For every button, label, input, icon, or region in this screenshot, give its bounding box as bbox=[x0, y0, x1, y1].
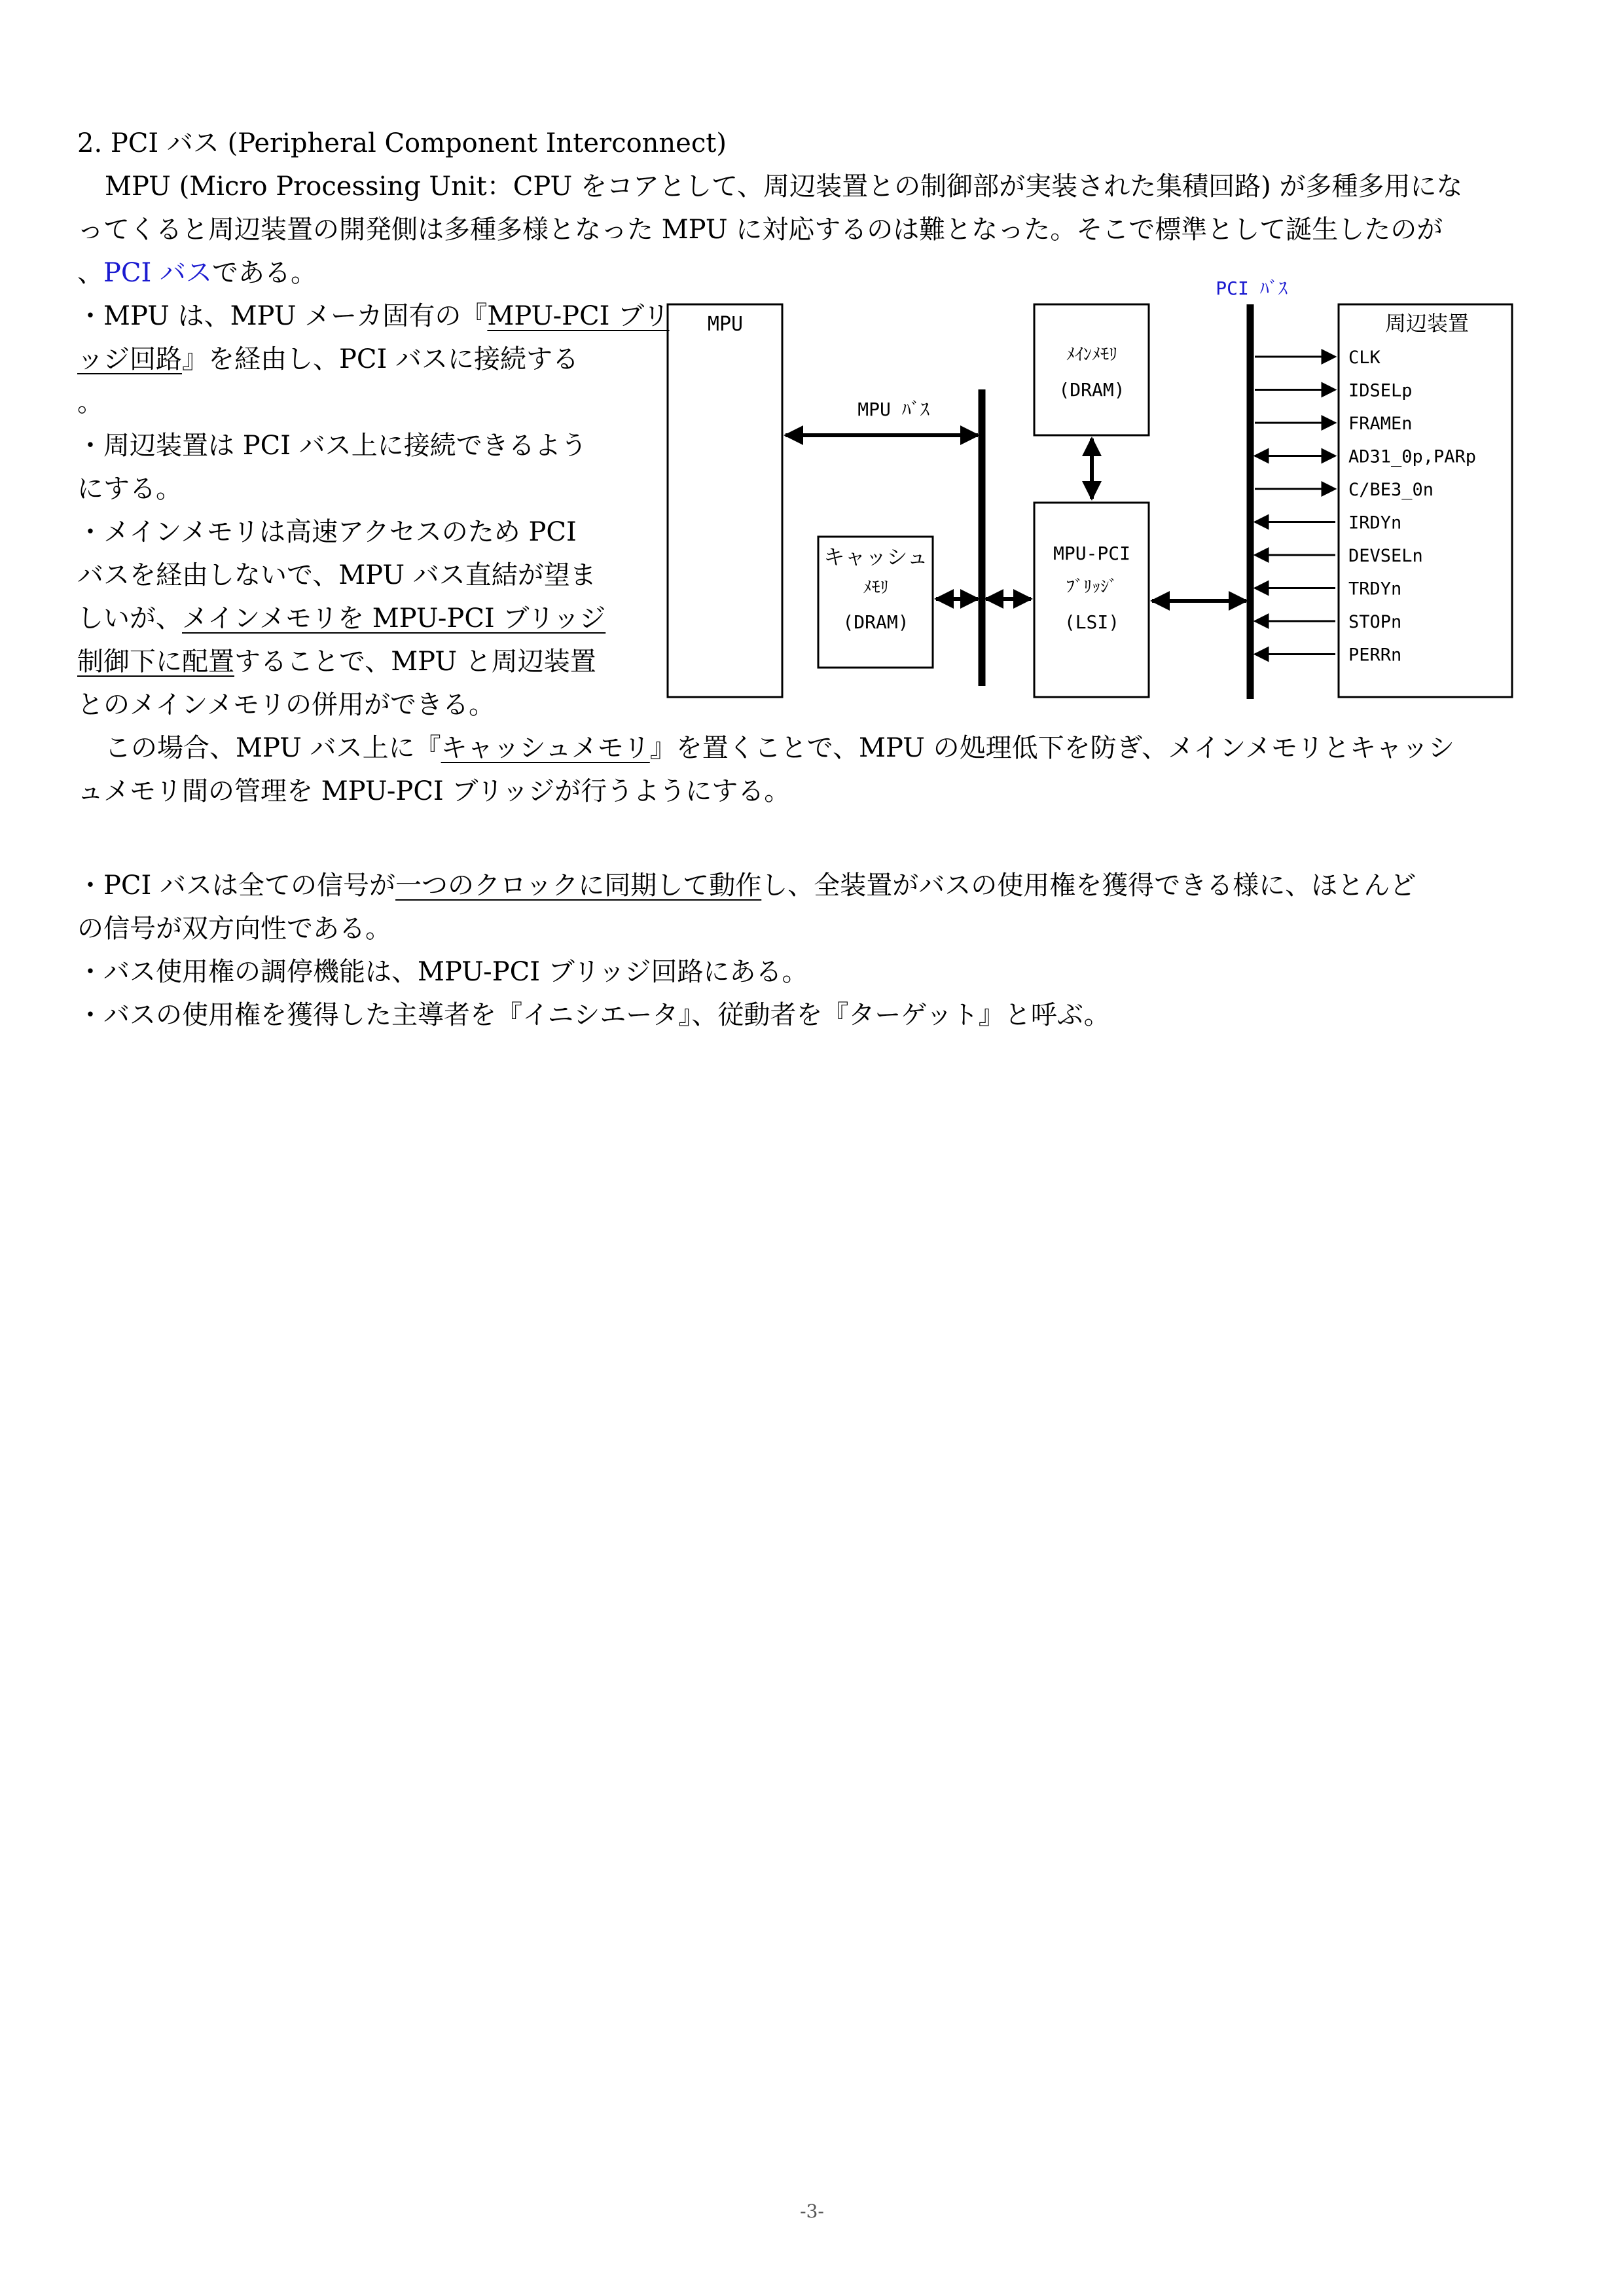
intro-line-3-prefix: 、 bbox=[77, 258, 103, 288]
signal-list bbox=[1255, 348, 1476, 666]
signal-label-devseln: DEVSELn bbox=[1348, 546, 1423, 566]
mpu-box bbox=[668, 304, 782, 697]
signal-label-ad31-0p-parp: AD31_0p,PARp bbox=[1348, 446, 1477, 467]
signal-label-c-be3-0n: C/BE3_0n bbox=[1348, 480, 1434, 500]
bullet-clock-line-1 bbox=[77, 864, 1416, 907]
pci-bus-link: PCI バス bbox=[103, 258, 213, 288]
paragraph2-text-b: 』を置くことで、MPU の処理低下を防ぎ、メインメモリとキャッシ bbox=[649, 733, 1454, 763]
bullet-mpu-text-b: 』を経由し、PCI バスに接続する bbox=[182, 344, 579, 374]
bullet-arbitration: ・バス使用権の調停機能は、MPU-PCI ブリッジ回路にある。 bbox=[77, 957, 808, 987]
bullet-mpu-underline: MPU-PCI ブリ bbox=[487, 301, 670, 331]
bullet-mpu-text-a: ・MPU は、MPU メーカ固有の『 bbox=[77, 301, 488, 331]
bullet-clock-underline: 一つのクロックに同期して動作 bbox=[395, 870, 762, 901]
signal-label-clk: CLK bbox=[1348, 348, 1380, 368]
paragraph2-text-a: この場合、MPU バス上に『 bbox=[105, 733, 441, 763]
main-memory-label-2: (DRAM) bbox=[1058, 379, 1125, 401]
signal-label-irdyn: IRDYn bbox=[1348, 512, 1402, 533]
intro-line-1: MPU (Micro Processing Unit：CPU をコアとして、周辺装置との制御部が実装された集積回路) が多種多用にな bbox=[105, 171, 1463, 202]
intro-line-2: ってくると周辺装置の開発側は多種多様となった MPU に対応するのは難となった。そこで標準として誕生したのが bbox=[77, 215, 1443, 245]
main-memory-label-1: ﾒｲﾝﾒﾓﾘ bbox=[1066, 345, 1118, 365]
mpu-pci-bridge-box bbox=[1034, 503, 1149, 697]
signal-label-framen: FRAMEn bbox=[1348, 414, 1413, 434]
paragraph2-line-2: ュメモリ間の管理を MPU-PCI ブリッジが行うようにする。 bbox=[77, 776, 791, 806]
cache-label-1: キャッシュ bbox=[823, 545, 928, 569]
mpu-bus-label: MPU ﾊﾞｽ bbox=[857, 399, 929, 420]
bridge-label-2: ﾌﾞﾘｯｼﾞ bbox=[1066, 577, 1118, 597]
cache-label-2: ﾒﾓﾘ bbox=[863, 578, 889, 598]
intro-line-3-suffix: である。 bbox=[212, 258, 317, 288]
bullet-memory-underline: メインメモリを MPU-PCI ブリッジ bbox=[182, 603, 606, 634]
bridge-label-1: MPU-PCI bbox=[1053, 543, 1131, 564]
pci-bus-diagram bbox=[0, 0, 1624, 753]
bullet-memory-line-1: ・メインメモリは高速アクセスのため PCI bbox=[77, 517, 577, 547]
bullet-memory-text-d: することで、MPU と周辺装置 bbox=[234, 647, 596, 677]
section-heading: 2. PCI バス (Peripheral Component Interconnect) bbox=[77, 128, 727, 158]
bullet-peripheral-line-2: にする。 bbox=[77, 474, 182, 504]
pci-bus-label: PCI ﾊﾞｽ bbox=[1216, 278, 1288, 299]
bullet-clock-text-b: し、全装置がバスの使用権を獲得できる様に、ほとんど bbox=[761, 870, 1416, 901]
bullet-mpu-line-3: 。 bbox=[77, 387, 103, 418]
bridge-label-3: (LSI) bbox=[1064, 611, 1120, 633]
page-number: -3- bbox=[800, 2200, 824, 2222]
bullet-memory-underline-2: 制御下に配置 bbox=[77, 647, 234, 677]
signal-label-idselp: IDSELp bbox=[1348, 380, 1413, 401]
signal-label-stopn: STOPn bbox=[1348, 612, 1402, 632]
signal-label-perrn: PERRn bbox=[1348, 645, 1402, 666]
bullet-peripheral-line-1: ・周辺装置は PCI バス上に接続できるよう bbox=[77, 431, 587, 461]
peripheral-title: 周辺装置 bbox=[1384, 311, 1470, 336]
bullet-mpu-underline-2: ッジ回路 bbox=[77, 344, 182, 374]
signal-label-trdyn: TRDYn bbox=[1348, 579, 1402, 600]
bullet-memory-text-c: しいが、 bbox=[77, 603, 182, 634]
bullet-memory-line-5: とのメインメモリの併用ができる。 bbox=[77, 690, 495, 720]
bullet-clock-line-2: の信号が双方向性である。 bbox=[77, 914, 391, 944]
bullet-clock-text-a: ・PCI バスは全ての信号が bbox=[77, 870, 396, 901]
cache-label-3: (DRAM) bbox=[842, 611, 909, 633]
mpu-label: MPU bbox=[707, 313, 744, 336]
main-memory-box bbox=[1034, 304, 1149, 435]
bullet-initiator-target: ・バスの使用権を獲得した主導者を『イニシエータ』、従動者を『ターゲット』と呼ぶ。 bbox=[77, 1000, 1110, 1030]
cache-memory-underline: キャッシュメモリ bbox=[441, 733, 650, 763]
bullet-memory-line-2: バスを経由しないで、MPU バス直結が望ま bbox=[77, 560, 596, 590]
